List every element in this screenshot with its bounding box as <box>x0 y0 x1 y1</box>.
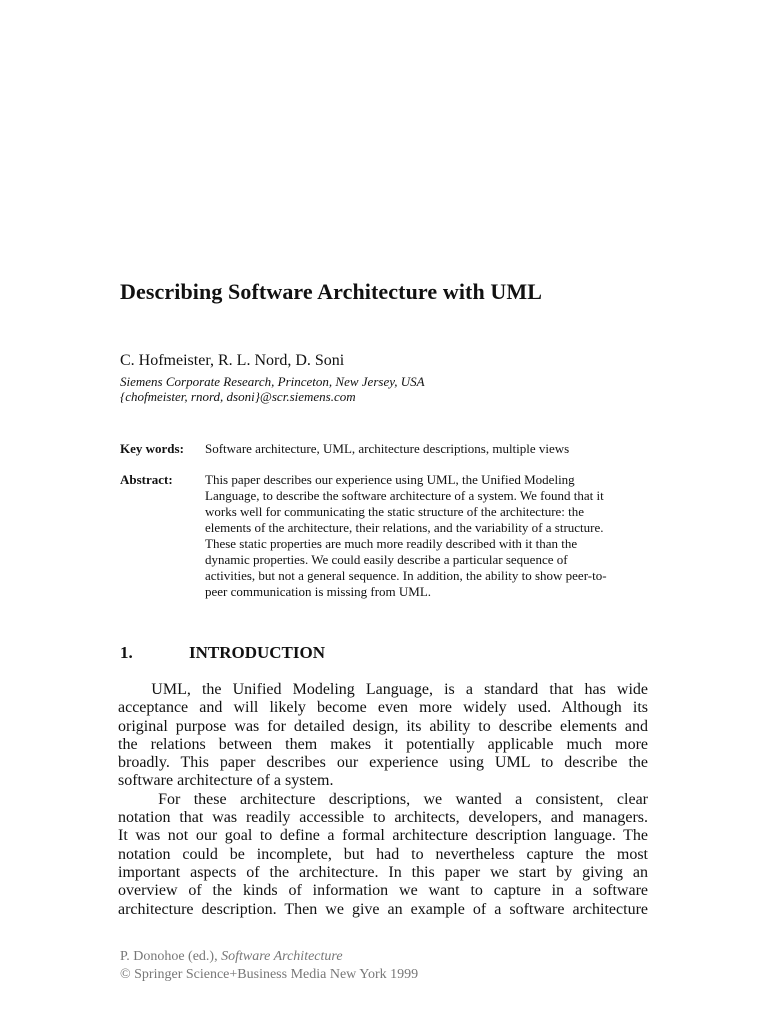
author-emails: {chofmeister, rnord, dsoni}@scr.siemens.com <box>120 389 356 404</box>
body-line: notation that was readily accessible to architects, developers, and managers. <box>118 809 648 827</box>
body-line: the relations between them makes it potentially applicable much more <box>118 735 648 753</box>
body-line: broadly. This paper describes our experience using UML to describe the <box>118 754 648 772</box>
footer-editor: P. Donohoe (ed.), <box>120 949 222 964</box>
affiliation: Siemens Corporate Research, Princeton, New Jersey, USA <box>120 374 425 389</box>
abstract <box>205 472 645 600</box>
abstract-line: Language, to describe the software architecture of a system. We found that it <box>205 488 604 503</box>
paper-title: Describing Software Architecture with UML <box>120 279 543 304</box>
abstract-line: elements of the architecture, their relations, and the variability of a structure. <box>205 520 604 535</box>
footer-copyright: © Springer Science+Business Media New York 1999 <box>120 967 419 982</box>
abstract-line: peer communication is missing from UML. <box>205 584 432 599</box>
footer-book-title: Software Architecture <box>221 949 343 964</box>
keywords-label: Key words: <box>120 441 184 456</box>
abstract-line: works well for communicating the static structure of the architecture: the <box>205 504 585 519</box>
abstract-line: dynamic properties. We could easily describe a particular sequence of <box>205 552 568 567</box>
body-line: original purpose was for detailed design, its ability to describe elements and <box>118 717 648 735</box>
abstract-line: activities, but not a general sequence. In addition, the ability to show peer-to- <box>205 568 607 583</box>
keywords: Software architecture, UML, architecture descriptions, multiple views <box>205 441 570 456</box>
body-line: architecture description. Then we give an example of a software architecture <box>118 900 648 918</box>
body-text <box>118 681 648 919</box>
body-line: It was not our goal to define a formal architecture description language. The <box>118 827 648 845</box>
footer-citation <box>120 949 343 965</box>
body-line: notation could be incomplete, but had to nevertheless capture the most <box>118 845 648 863</box>
abstract-line: This paper describes our experience using UML, the Unified Modeling <box>205 472 575 487</box>
authors: C. Hofmeister, R. L. Nord, D. Soni <box>120 352 345 369</box>
body-line: important aspects of the architecture. In this paper we start by giving an <box>118 863 648 881</box>
abstract-label: Abstract: <box>120 472 173 487</box>
section-number: 1. <box>120 643 133 662</box>
body-line: software architecture of a system. <box>118 772 334 790</box>
body-line: UML, the Unified Modeling Language, is a standard that has wide <box>118 681 648 698</box>
abstract-line: These static properties are much more readily described with it than the <box>205 536 578 551</box>
section-title: INTRODUCTION <box>189 643 326 662</box>
body-line: acceptance and will likely become even more widely used. Although its <box>118 699 648 717</box>
body-line: overview of the kinds of information we want to capture in a software <box>118 882 648 900</box>
body-line: For these architecture descriptions, we wanted a consistent, clear <box>118 790 648 808</box>
